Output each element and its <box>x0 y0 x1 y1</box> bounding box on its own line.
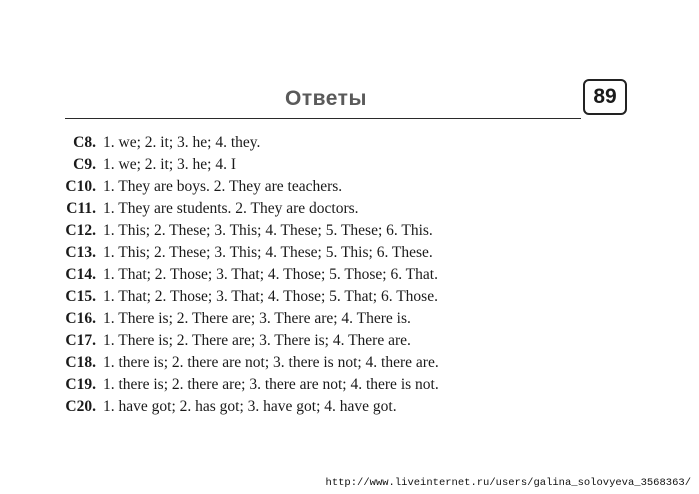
answer-code: C13. <box>65 244 96 261</box>
answer-code: C18. <box>65 354 96 371</box>
answer-text: 1. have got; 2. has got; 3. have got; 4. have got. <box>103 398 397 415</box>
page-number: 89 <box>583 79 627 115</box>
answer-code: C9. <box>73 156 96 173</box>
answer-row <box>0 220 699 242</box>
answer-text: 1. This; 2. These; 3. This; 4. These; 5. These; 6. This. <box>103 222 433 239</box>
answer-code: C17. <box>65 332 96 349</box>
answer-text: 1. There is; 2. There are; 3. There is; 4. There are. <box>103 332 411 349</box>
answer-code: C11. <box>66 200 96 217</box>
answer-row <box>0 308 699 330</box>
source-url: http://www.liveinternet.ru/users/galina_solovyeva_3568363/ <box>325 477 691 489</box>
answer-code: C19. <box>65 376 96 393</box>
answer-text: 1. there is; 2. there are; 3. there are not; 4. there is not. <box>103 376 439 393</box>
answer-row <box>0 352 699 374</box>
answer-text: 1. we; 2. it; 3. he; 4. they. <box>103 134 261 151</box>
answer-row <box>0 176 699 198</box>
answer-text: 1. They are students. 2. They are doctors. <box>103 200 359 217</box>
answer-code: C20. <box>65 398 96 415</box>
answer-text: 1. That; 2. Those; 3. That; 4. Those; 5. Those; 6. That. <box>103 266 438 283</box>
answer-row <box>0 264 699 286</box>
answer-row <box>0 242 699 264</box>
answer-row <box>0 330 699 352</box>
answer-row <box>0 396 699 418</box>
answer-row <box>0 374 699 396</box>
header-divider <box>65 118 581 119</box>
answer-row <box>0 154 699 176</box>
page-title: Ответы <box>285 87 367 110</box>
answer-text: 1. we; 2. it; 3. he; 4. I <box>103 156 237 173</box>
answer-code: C10. <box>65 178 96 195</box>
answer-text: 1. They are boys. 2. They are teachers. <box>103 178 343 195</box>
answer-row <box>0 198 699 220</box>
answer-code: C16. <box>65 310 96 327</box>
answer-code: C14. <box>65 266 96 283</box>
answer-row <box>0 132 699 154</box>
answer-code: C12. <box>65 222 96 239</box>
answer-text: 1. There is; 2. There are; 3. There are; 4. There is. <box>103 310 411 327</box>
answer-code: C15. <box>65 288 96 305</box>
answer-code: C8. <box>73 134 96 151</box>
answers-list <box>0 132 699 418</box>
answer-text: 1. This; 2. These; 3. This; 4. These; 5. This; 6. These. <box>103 244 433 261</box>
answer-row <box>0 286 699 308</box>
answer-text: 1. That; 2. Those; 3. That; 4. Those; 5. That; 6. Those. <box>103 288 438 305</box>
answer-text: 1. there is; 2. there are not; 3. there is not; 4. there are. <box>103 354 439 371</box>
